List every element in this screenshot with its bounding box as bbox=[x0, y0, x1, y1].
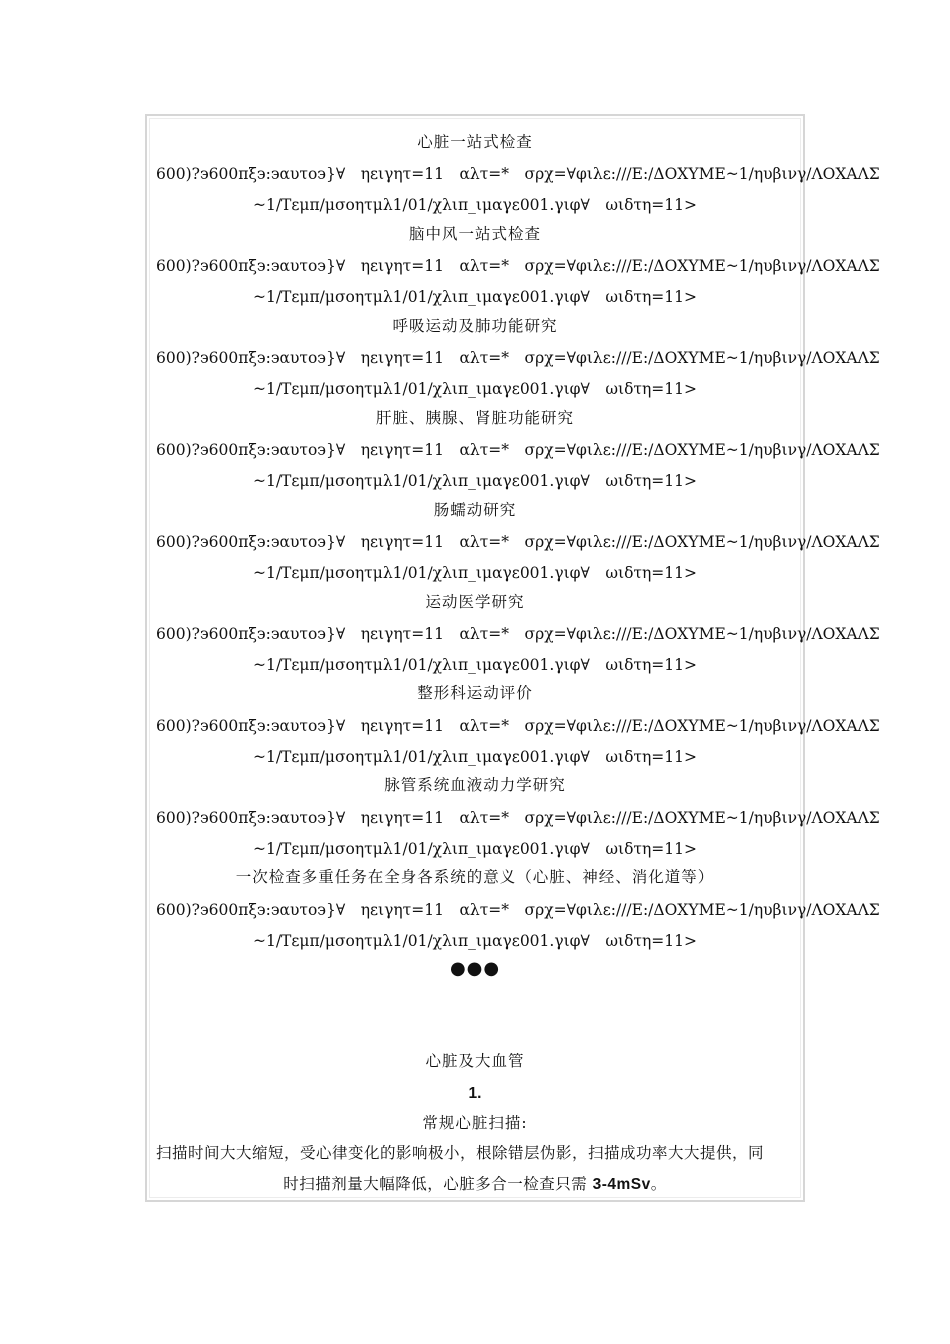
code-line: 600)?϶600πξ϶:϶αυτο϶}∀ ηειγητ=11 αλτ=* σρχ=∀φιλε:///Ε:/ΔΟΧΥΜΕ~1/ηυβινγ/ΛΟΧΑΛΣ bbox=[156, 901, 880, 919]
item-number: 1. bbox=[468, 1085, 482, 1102]
code-line: ~1/Τεμπ/μσοητμλ1/01/χλιπ_ιμαγε001.γιφ∀ ωιδτη=11> bbox=[252, 472, 697, 490]
section-heading: 脉管系统血液动力学研究 bbox=[384, 776, 566, 794]
section-heading: 呼吸运动及肺功能研究 bbox=[392, 317, 558, 335]
code-line: 600)?϶600πξ϶:϶αυτο϶}∀ ηειγητ=11 αλτ=* σρχ=∀φιλε:///Ε:/ΔΟΧΥΜΕ~1/ηυβινγ/ΛΟΧΑΛΣ bbox=[156, 165, 880, 183]
paragraph-line bbox=[0, 1174, 950, 1195]
code-line: ~1/Τεμπ/μσοητμλ1/01/χλιπ_ιμαγε001.γιφ∀ ωιδτη=11> bbox=[252, 564, 697, 582]
subtitle: 常规心脏扫描: bbox=[422, 1114, 528, 1132]
bullet-separator: ●●● bbox=[449, 958, 501, 979]
paragraph-line: 扫描时间大大缩短，受心律变化的影响极小，根除错层伪影，扫描成功率大大提供，同 bbox=[156, 1144, 765, 1162]
code-line: 600)?϶600πξ϶:϶αυτο϶}∀ ηειγητ=11 αλτ=* σρχ=∀φιλε:///Ε:/ΔΟΧΥΜΕ~1/ηυβινγ/ΛΟΧΑΛΣ bbox=[156, 349, 880, 367]
section-heading: 一次检查多重任务在全身各系统的意义（心脏、神经、消化道等） bbox=[235, 868, 715, 886]
code-line: ~1/Τεμπ/μσοητμλ1/01/χλιπ_ιμαγε001.γιφ∀ ωιδτη=11> bbox=[252, 932, 697, 950]
code-line: 600)?϶600πξ϶:϶αυτο϶}∀ ηειγητ=11 αλτ=* σρχ=∀φιλε:///Ε:/ΔΟΧΥΜΕ~1/ηυβινγ/ΛΟΧΑΛΣ bbox=[156, 717, 880, 735]
code-line: ~1/Τεμπ/μσοητμλ1/01/χλιπ_ιμαγε001.γιφ∀ ωιδτη=11> bbox=[252, 196, 697, 214]
code-line: ~1/Τεμπ/μσοητμλ1/01/χλιπ_ιμαγε001.γιφ∀ ωιδτη=11> bbox=[252, 380, 697, 398]
section-heading: 肝脏、胰腺、肾脏功能研究 bbox=[375, 409, 574, 427]
section-heading: 脑中风一站式检查 bbox=[408, 225, 541, 243]
section-heading: 肠蠕动研究 bbox=[433, 501, 517, 519]
paragraph-text: 。 bbox=[650, 1175, 667, 1193]
code-line: 600)?϶600πξ϶:϶αυτο϶}∀ ηειγητ=11 αλτ=* σρχ=∀φιλε:///Ε:/ΔΟΧΥΜΕ~1/ηυβινγ/ΛΟΧΑΛΣ bbox=[156, 257, 880, 275]
code-line: ~1/Τεμπ/μσοητμλ1/01/χλιπ_ιμαγε001.γιφ∀ ωιδτη=11> bbox=[252, 748, 697, 766]
code-line: ~1/Τεμπ/μσοητμλ1/01/χλιπ_ιμαγε001.γιφ∀ ωιδτη=11> bbox=[252, 840, 697, 858]
section-title: 心脏及大血管 bbox=[425, 1052, 525, 1070]
code-line: ~1/Τεμπ/μσοητμλ1/01/χλιπ_ιμαγε001.γιφ∀ ωιδτη=11> bbox=[252, 288, 697, 306]
code-line: 600)?϶600πξ϶:϶αυτο϶}∀ ηειγητ=11 αλτ=* σρχ=∀φιλε:///Ε:/ΔΟΧΥΜΕ~1/ηυβινγ/ΛΟΧΑΛΣ bbox=[156, 533, 880, 551]
paragraph-text: 时扫描剂量大幅降低，心脏多合一检查只需 bbox=[283, 1175, 593, 1193]
code-line: 600)?϶600πξ϶:϶αυτο϶}∀ ηειγητ=11 αλτ=* σρχ=∀φιλε:///Ε:/ΔΟΧΥΜΕ~1/ηυβινγ/ΛΟΧΑΛΣ bbox=[156, 809, 880, 827]
code-line: 600)?϶600πξ϶:϶αυτο϶}∀ ηειγητ=11 αλτ=* σρχ=∀φιλε:///Ε:/ΔΟΧΥΜΕ~1/ηυβινγ/ΛΟΧΑΛΣ bbox=[156, 625, 880, 643]
section-heading: 心脏一站式检查 bbox=[417, 133, 533, 151]
code-line: 600)?϶600πξ϶:϶αυτο϶}∀ ηειγητ=11 αλτ=* σρχ=∀φιλε:///Ε:/ΔΟΧΥΜΕ~1/ηυβινγ/ΛΟΧΑΛΣ bbox=[156, 441, 880, 459]
dose-value: 3-4mSv bbox=[592, 1176, 651, 1193]
code-line: ~1/Τεμπ/μσοητμλ1/01/χλιπ_ιμαγε001.γιφ∀ ωιδτη=11> bbox=[252, 656, 697, 674]
section-heading: 运动医学研究 bbox=[425, 593, 525, 611]
section-heading: 整形科运动评价 bbox=[417, 684, 533, 702]
